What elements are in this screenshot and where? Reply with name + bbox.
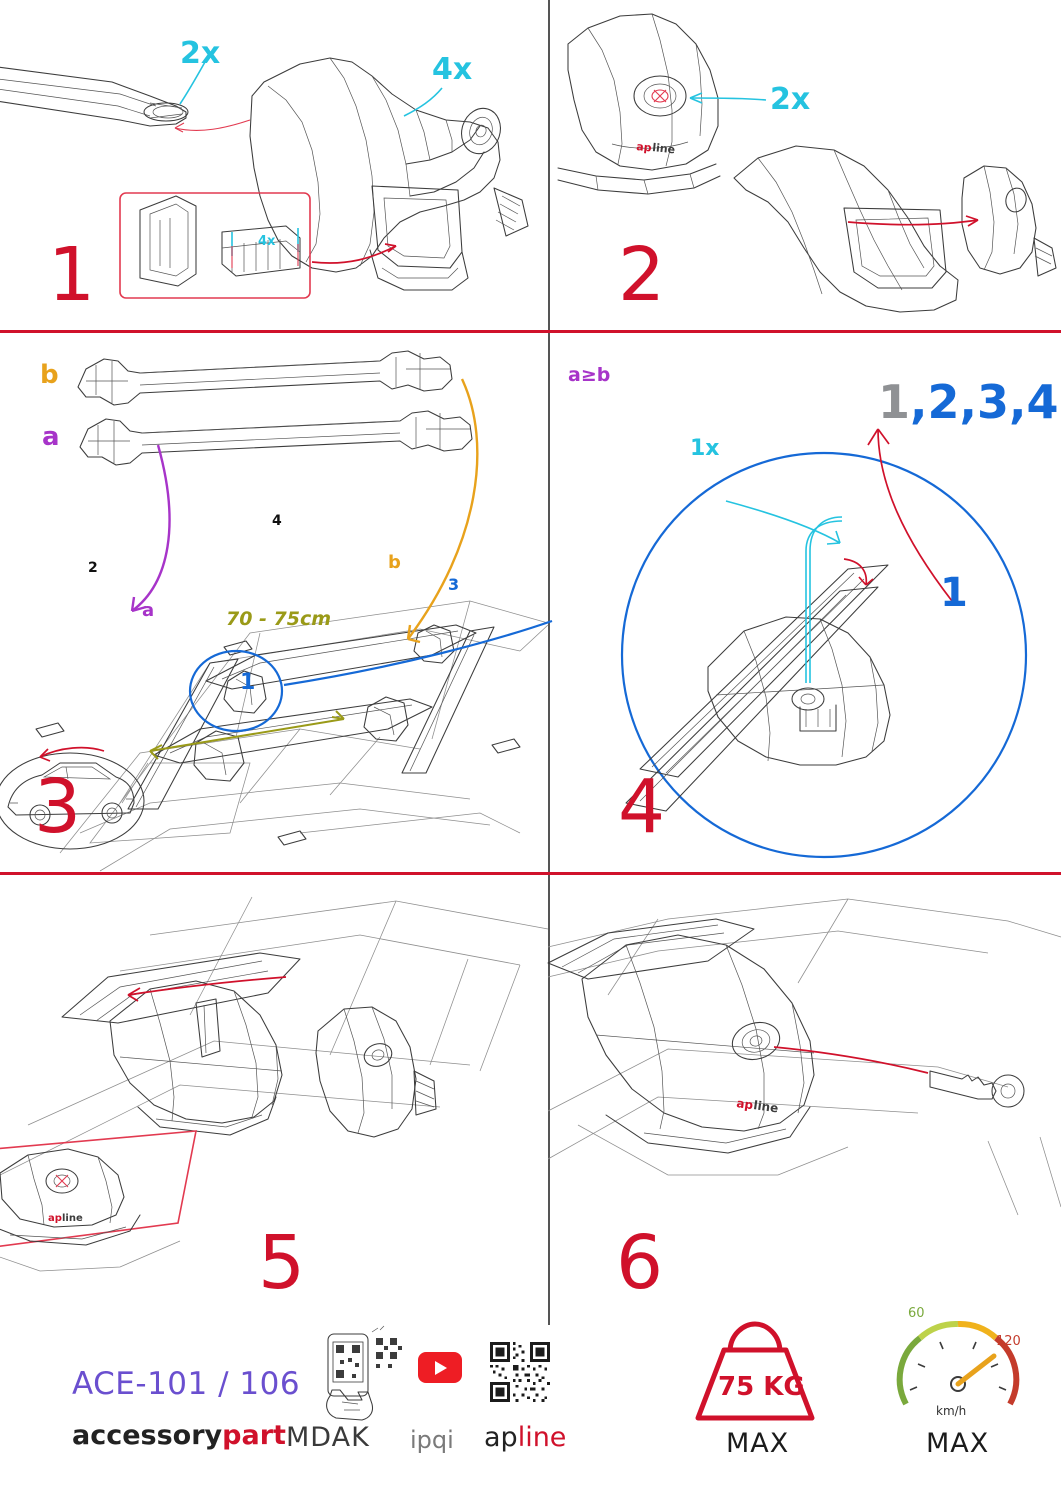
brand-accessorypart: [72, 1420, 286, 1451]
brand-apline-part1: ap: [484, 1422, 518, 1453]
youtube-icon[interactable]: [418, 1352, 462, 1383]
qr-code-apline: [490, 1342, 550, 1402]
brand-ipqi: [410, 1426, 454, 1454]
speed-max-caption: MAX: [926, 1428, 990, 1459]
brand-ipqi-text: ipqi: [410, 1426, 454, 1454]
gauge-max-label: 120: [996, 1334, 1021, 1349]
step-3-illustration: [0, 333, 548, 872]
brand-mdak: [286, 1422, 370, 1453]
model-code: ACE-101 / 106: [72, 1366, 301, 1402]
brand-apline-part2: line: [517, 1422, 567, 1453]
step-3-position-4: 4: [272, 513, 282, 529]
step-4-condition-label: [568, 364, 610, 386]
gauge-min-label: 60: [908, 1306, 925, 1321]
step-4-sequence: [878, 375, 1058, 429]
svg-text:line: line: [752, 1098, 780, 1116]
step-1-qty-rail: 2x: [180, 36, 221, 71]
weight-value: 75 KG: [718, 1372, 805, 1402]
brand-apline: [484, 1422, 566, 1453]
step-1-qty-pad-inset: 4x: [258, 234, 276, 249]
step-4-number: 4: [618, 764, 664, 850]
svg-text:ap: ap: [735, 1096, 755, 1113]
step-3-position-1: 1: [240, 670, 256, 695]
step-3-dimension-label: 70 - 75cm: [226, 608, 332, 630]
step-5-number: 5: [258, 1220, 304, 1306]
brand-mdak-text: MDAK: [286, 1422, 370, 1453]
step-3-position-3: 3: [448, 575, 460, 594]
step-1-number: 1: [48, 232, 94, 318]
step-3-label-a-arrow: a: [142, 600, 155, 621]
step-2-qty-lock: 2x: [770, 82, 811, 117]
step-1-qty-foot: 4x: [432, 52, 473, 87]
svg-text:line: line: [62, 1213, 83, 1224]
svg-text:line: line: [651, 141, 676, 157]
step-4-torque-order: 1: [940, 570, 968, 616]
sequence-rest: ,2,3,4: [910, 375, 1059, 429]
step-2-number: 2: [618, 232, 664, 318]
step-4-qty-tool: 1x: [690, 436, 720, 461]
brand-accessorypart-part2: part: [222, 1420, 286, 1451]
step-3-label-b-arrow: b: [388, 552, 401, 573]
sequence-first: 1: [878, 375, 911, 429]
svg-text:ap: ap: [48, 1213, 62, 1224]
step-3-number: 3: [34, 764, 80, 850]
brand-accessorypart-part1: accessory: [72, 1420, 223, 1451]
step-3-label-a-bar: a: [42, 422, 60, 452]
svg-text:ap: ap: [635, 140, 653, 155]
step-3-position-2: 2: [88, 560, 98, 576]
weight-max-caption: MAX: [726, 1428, 790, 1459]
hand-scan-qr-icon: [318, 1330, 408, 1422]
speed-unit-label: km/h: [936, 1404, 967, 1418]
step-3-label-b-bar: b: [40, 360, 59, 390]
step-6-number: 6: [616, 1220, 662, 1306]
condition-text: a≥b: [568, 364, 611, 386]
